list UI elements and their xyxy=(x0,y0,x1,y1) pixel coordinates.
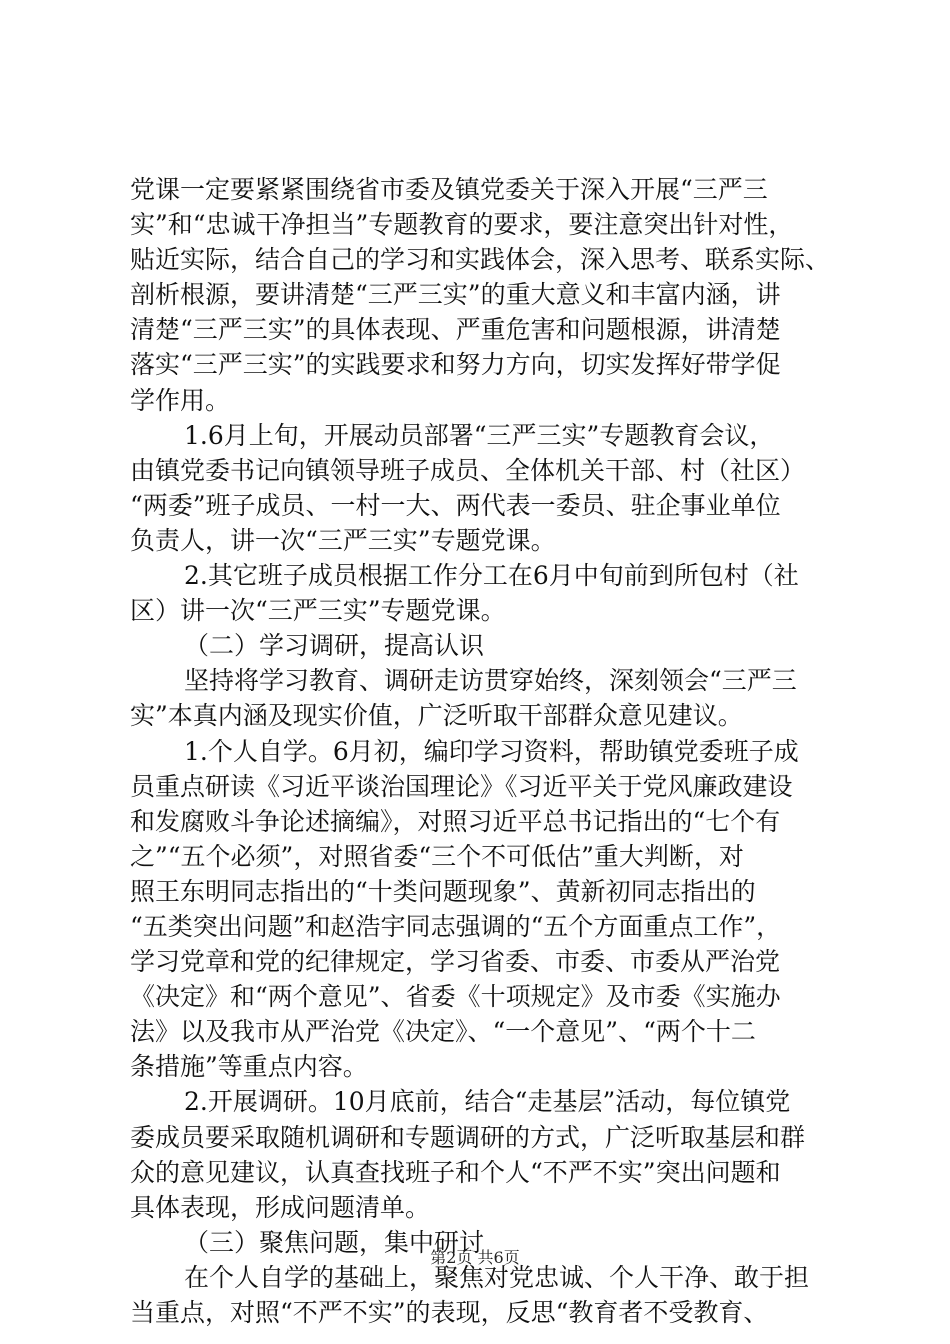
text-line: 学习党章和党的纪律规定，学习省委、市委、市委从严治党 xyxy=(130,947,781,977)
text-line: 委成员要采取随机调研和专题调研的方式，广泛听取基层和群 xyxy=(130,1122,806,1152)
text-line: 贴近实际，结合自己的学习和实践体会，深入思考、联系实际、 xyxy=(130,245,830,275)
text-line: 负责人，讲一次“三严三实”专题党课。 xyxy=(130,525,556,555)
text-line: 1.个人自学。6月初，编印学习资料，帮助镇党委班子成 xyxy=(184,736,799,766)
page-number: 第2页 共6页 xyxy=(430,1248,520,1267)
text-line: 剖析根源，要讲清楚“三严三实”的重大意义和丰富内涵，讲 xyxy=(130,280,781,310)
text-line: 坚持将学习教育、调研走访贯穿始终，深刻领会“三严三 xyxy=(184,666,797,696)
text-line: 《决定》和“两个意见”、省委《十项规定》及市委《实施办 xyxy=(130,982,781,1012)
text-line: 实”本真内涵及现实价值，广泛听取干部群众意见建议。 xyxy=(130,701,743,731)
text-line: 之”“五个必须”，对照省委“三个不可低估”重大判断，对 xyxy=(130,841,744,871)
text-line: 实”和“忠诚干净担当”专题教育的要求，要注意突出针对性， xyxy=(130,210,794,240)
text-line: 条措施”等重点内容。 xyxy=(130,1052,368,1082)
text-line: 区）讲一次“三严三实”专题党课。 xyxy=(130,596,506,626)
section-heading: （二）学习调研，提高认识 xyxy=(184,631,485,661)
section-heading: （三）聚焦问题，集中研讨 xyxy=(184,1227,485,1257)
text-line: “两委”班子成员、一村一大、两代表一委员、驻企事业单位 xyxy=(130,490,781,520)
text-line: 学作用。 xyxy=(130,385,231,415)
text-line: 1.6月上旬，开展动员部署“三严三实”专题教育会议， xyxy=(184,420,775,450)
text-line: 和发腐败斗争论述摘编》，对照习近平总书记指出的“七个有 xyxy=(130,806,781,836)
text-line: 2.其它班子成员根据工作分工在6月中旬前到所包村（社 xyxy=(184,561,799,591)
text-line: “五类突出问题”和赵浩宇同志强调的“五个方面重点工作”， xyxy=(130,911,782,941)
text-line: 清楚“三严三实”的具体表现、严重危害和问题根源，讲清楚 xyxy=(130,315,781,345)
text-line: 落实“三严三实”的实践要求和努力方向，切实发挥好带学促 xyxy=(130,350,781,380)
text-line: 当重点，对照“不严不实”的表现，反思“教育者不受教育、 xyxy=(130,1298,769,1327)
text-line: 2.开展调研。10月底前，结合“走基层”活动，每位镇党 xyxy=(184,1087,791,1117)
text-line: 众的意见建议，认真查找班子和个人“不严不实”突出问题和 xyxy=(130,1157,781,1187)
document-body xyxy=(130,172,830,1330)
page-footer xyxy=(0,1245,950,1268)
text-line: 法》以及我市从严治党《决定》、“一个意见”、“两个十二 xyxy=(130,1017,756,1047)
text-line: 具体表现，形成问题清单。 xyxy=(130,1192,431,1222)
text-line: 员重点研读《习近平谈治国理论》《习近平关于党风廉政建设 xyxy=(130,771,793,801)
text-line: 在个人自学的基础上，聚焦对党忠诚、个人干净、敢于担 xyxy=(184,1262,810,1292)
text-line: 党课一定要紧紧围绕省市委及镇党委关于深入开展“三严三 xyxy=(130,175,768,204)
text-line: 照王东明同志指出的“十类问题现象”、黄新初同志指出的 xyxy=(130,876,756,906)
text-line: 由镇党委书记向镇领导班子成员、全体机关干部、村（社区） xyxy=(130,455,806,485)
